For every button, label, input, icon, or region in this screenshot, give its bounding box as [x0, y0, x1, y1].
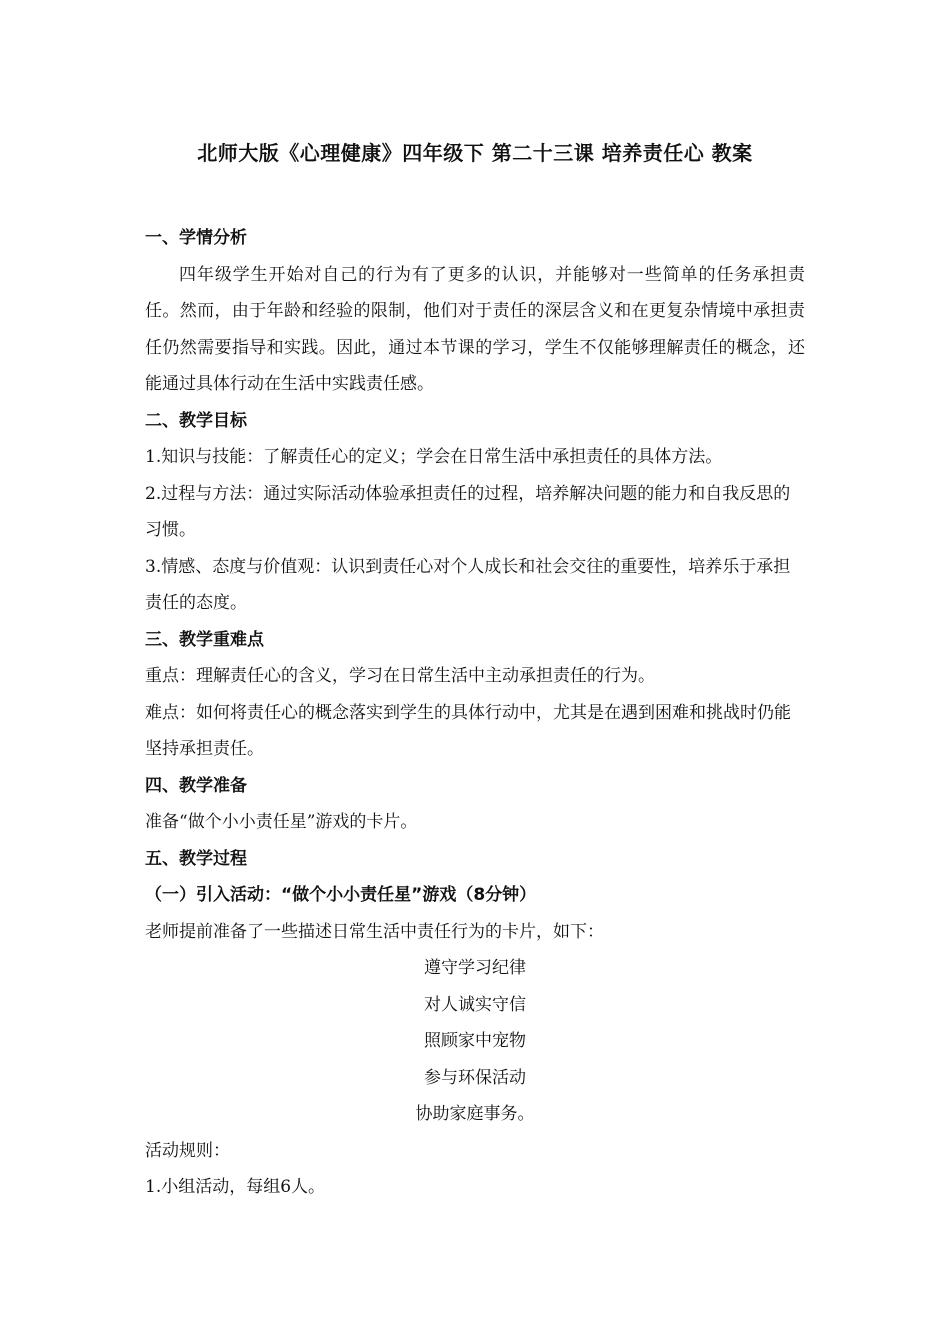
rule-item-1: 1.小组活动，每组6人。 [145, 1177, 326, 1197]
analysis-paragraph: 四年级学生开始对自己的行为有了更多的认识，并能够对一些简单的任务承担责任。然而，由于年龄和经验的限制，他们对于责任的深层含义和在更复杂情境中承担责任仍然需要指导和实践。因此，通过本节课的学习，学生不仅能够理解责任的概念，还能通过具体行动在生活中实践责任感。 [145, 264, 805, 394]
card-item: 遵守学习纪律 [424, 958, 526, 978]
card-item: 对人诚实守信 [424, 994, 526, 1015]
card-item: 照顾家中宠物 [424, 1031, 526, 1051]
section-heading-goals: 二、教学目标 [145, 410, 247, 431]
document-title: 北师大版《心理健康》四年级下 第二十三课 培养责任心 教案 [197, 141, 753, 165]
goal-item-1: 1.知识与技能：了解责任心的定义；学会在日常生活中承担责任的具体方法。 [145, 447, 723, 467]
section-heading-preparation: 四、教学准备 [145, 775, 247, 796]
document-body [145, 220, 805, 1206]
card-item: 协助家庭事务。 [415, 1104, 535, 1124]
intro-paragraph: 老师提前准备了一些描述日常生活中责任行为的卡片，如下： [145, 921, 604, 942]
goal-item-3: 3.情感、态度与价值观：认识到责任心对个人成长和社会交往的重要性，培养乐于承担责任的态度。 [145, 556, 791, 613]
section-heading-analysis: 一、学情分析 [145, 228, 247, 248]
section-heading-process: 五、教学过程 [145, 848, 247, 869]
preparation-paragraph: 准备“做个小小责任星”游戏的卡片。 [145, 812, 418, 832]
card-item: 参与环保活动 [424, 1067, 526, 1088]
section-heading-key-points: 三、教学重难点 [145, 629, 264, 650]
key-point: 重点：理解责任心的含义，学习在日常生活中主动承担责任的行为。 [145, 666, 655, 686]
difficult-point: 难点：如何将责任心的概念落实到学生的具体行动中，尤其是在遇到困难和挑战时仍能坚持承担责任。 [145, 702, 791, 759]
goal-item-2: 2.过程与方法：通过实际活动体验承担责任的过程，培养解决问题的能力和自我反思的习惯。 [145, 483, 791, 540]
subsection-heading-intro-activity: （一）引入活动：“做个小小责任星”游戏（8分钟） [145, 885, 537, 905]
rules-label: 活动规则： [145, 1140, 230, 1161]
